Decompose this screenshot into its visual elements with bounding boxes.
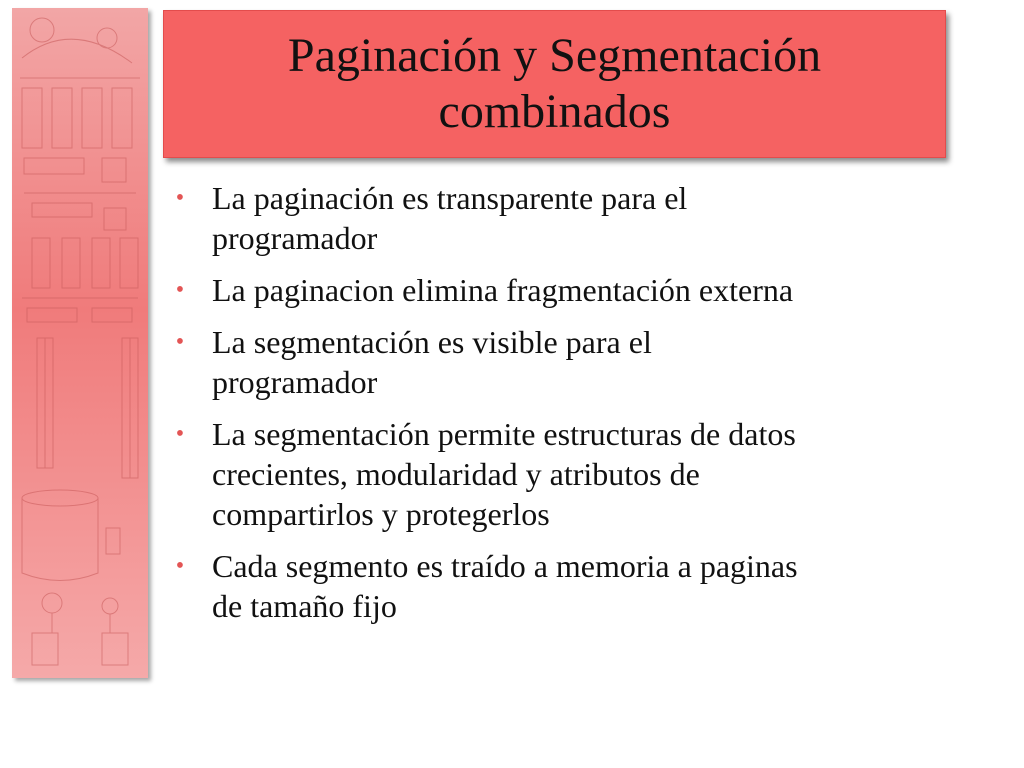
- bullet-text-line: La paginación es transparente para el: [212, 180, 688, 216]
- title-line-2: combinados: [438, 85, 671, 138]
- title-line-1: Paginación y Segmentación: [287, 29, 822, 82]
- bullet-list: [170, 178, 960, 638]
- bullet-text-line: La paginacion elimina fragmentación externa: [212, 272, 794, 308]
- bullet-icon: •: [175, 277, 185, 303]
- bullet-item: [170, 414, 960, 534]
- bullet-item: [170, 546, 960, 626]
- bullet-text-line: La segmentación es visible para el: [212, 324, 652, 360]
- slide-title: [164, 28, 945, 140]
- bullet-text-line: programador: [212, 220, 378, 256]
- bullet-text-line: crecientes, modularidad y atributos de: [212, 456, 700, 492]
- bullet-icon: •: [175, 185, 185, 211]
- bullet-item: [170, 270, 960, 310]
- bullet-text-line: de tamaño fijo: [212, 588, 397, 624]
- bullet-icon: •: [175, 329, 185, 355]
- title-banner: [163, 10, 946, 158]
- bullet-icon: •: [175, 553, 185, 579]
- bullet-text-line: compartirlos y protegerlos: [212, 496, 550, 532]
- bullet-icon: •: [175, 421, 185, 447]
- bullet-item: [170, 322, 960, 402]
- bullet-text-line: programador: [212, 364, 378, 400]
- decorative-diagram-graphic: [12, 8, 148, 678]
- bullet-item: [170, 178, 960, 258]
- bullet-text-line: La segmentación permite estructuras de datos: [212, 416, 796, 452]
- bullet-text-line: Cada segmento es traído a memoria a paginas: [212, 548, 798, 584]
- decorative-diagram-strip: [12, 8, 148, 678]
